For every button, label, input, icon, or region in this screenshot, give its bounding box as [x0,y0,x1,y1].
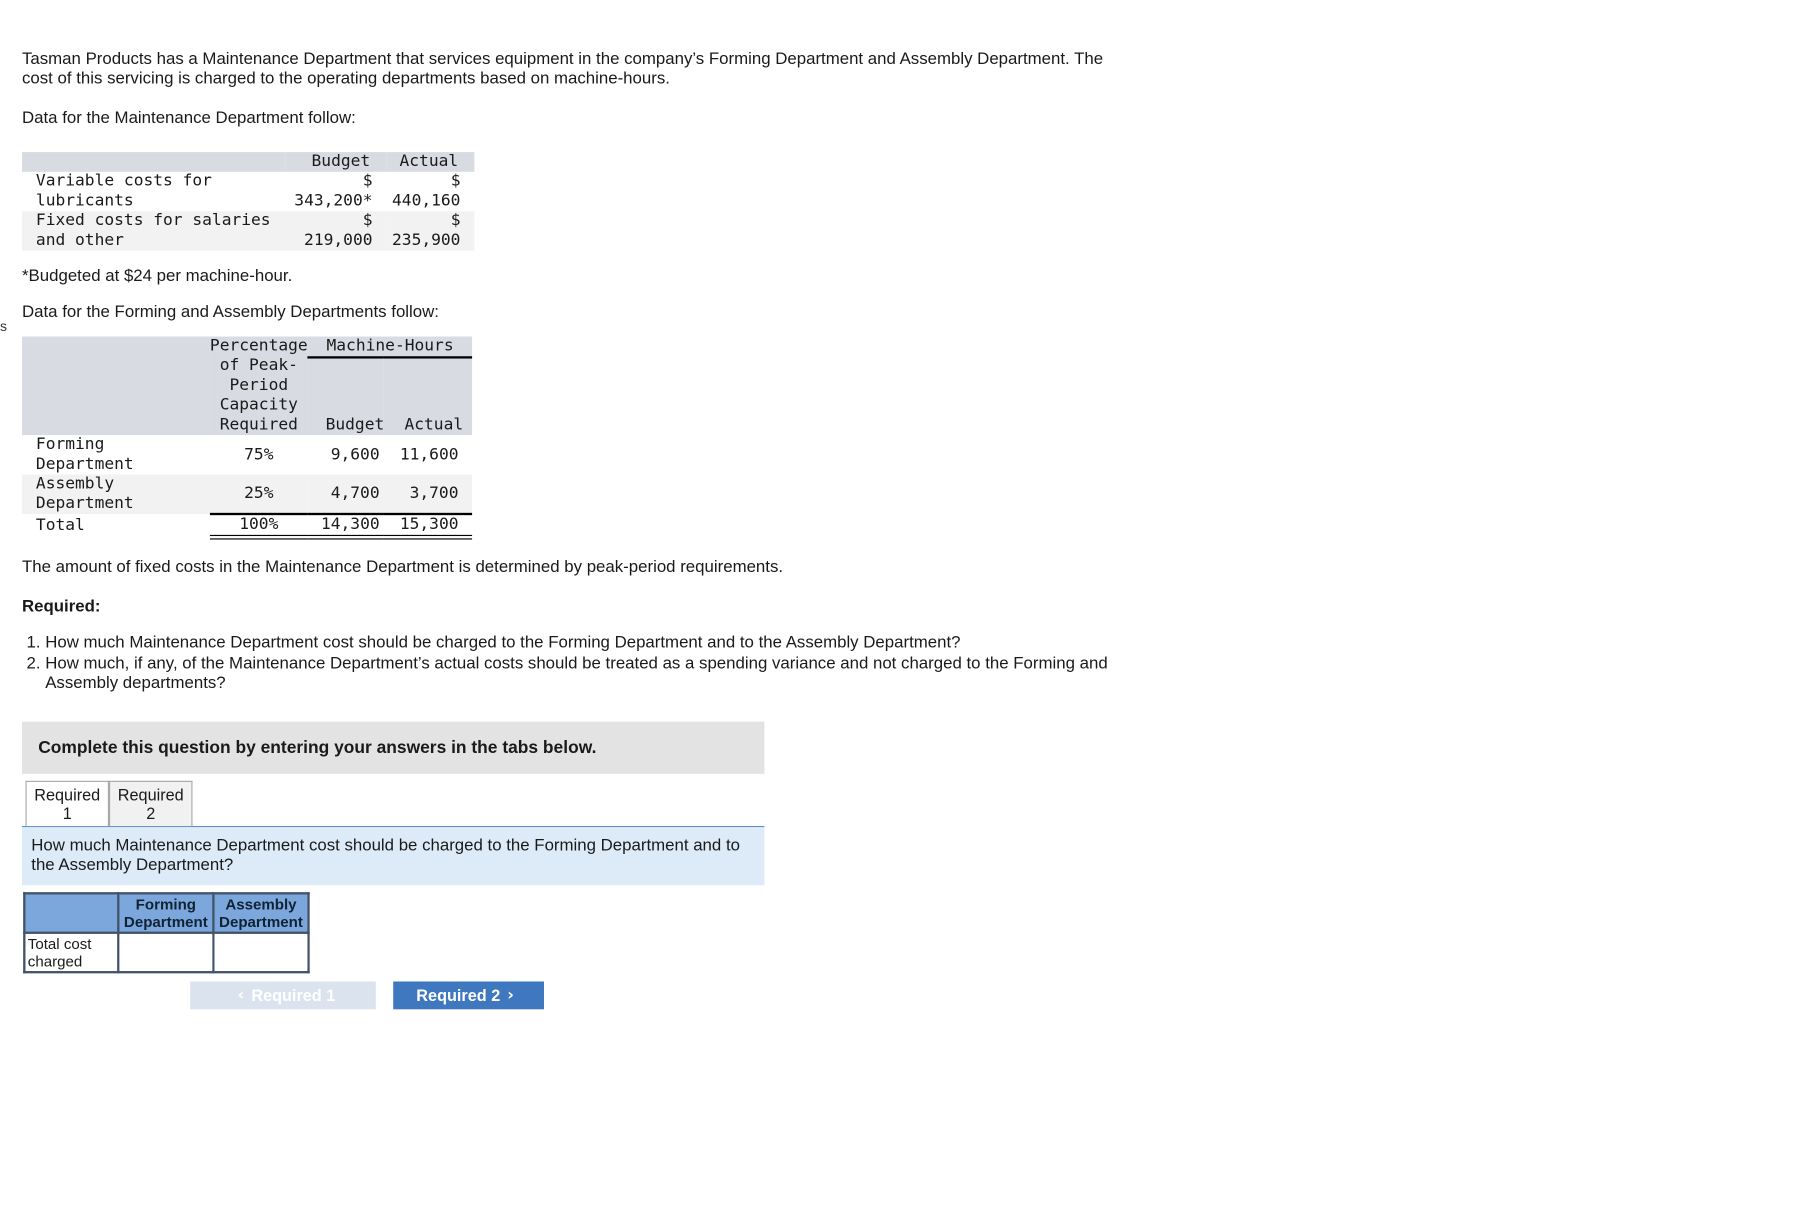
col-actual: Actual [386,152,474,172]
col-forming: Forming Department [118,893,213,932]
budget-value: 14,300 [308,514,385,537]
table-row [22,211,474,250]
next-button[interactable] [393,981,544,1009]
budget-value: $ 343,200* [294,171,373,211]
pct-value: 75% [244,444,274,464]
table-row [22,172,474,211]
required-list [22,633,1136,693]
table-row [22,475,472,514]
chevron-right-icon: › [507,986,514,1005]
col-actual: Actual [384,358,472,435]
row-label: Forming Department [35,435,134,474]
row-label: Variable costs for lubricants [35,171,212,211]
answer-panel [22,722,764,1010]
problem-content [22,50,1136,1009]
department-data-table [22,337,472,540]
actual-value: $ 440,160 [392,171,461,211]
list-item: 1. How much Maintenance Department cost should be charged to the Forming Department and to the Assembly Department? [45,633,1135,653]
chevron-left-icon: ‹ [237,986,245,1005]
answer-table [23,892,310,973]
actual-value: 3,700 [384,475,472,514]
col-budget: Budget [308,358,385,435]
budget-value: $ 219,000 [285,211,387,250]
col-machine-hours: Machine-Hours [308,337,473,358]
maint-intro: Data for the Maintenance Department follow: [22,109,356,128]
col-percentage: Percentage of Peak-Period Capacity Required [209,336,308,434]
actual-value: 15,300 [384,514,472,537]
tab-bar [22,781,764,826]
table-row [24,933,308,972]
col-assembly: Assembly Department [213,893,308,932]
stray-character: s [0,318,7,334]
instruction-bar: Complete this question by entering your answers in the tabs below. [22,722,764,774]
tab-required-2[interactable]: Required 2 [109,781,193,826]
intro-paragraph: Tasman Products has a Maintenance Department that services equipment in the company’s Forming Department and Assembly Department. The cost of this servicing is charged to the operating departments based on machine-hours. [22,50,1104,89]
budget-value: 4,700 [308,475,385,514]
tab-required-1[interactable]: Required 1 [25,781,109,826]
forming-cost-input[interactable] [119,935,212,970]
prev-button[interactable] [190,981,376,1009]
col-budget: Budget [285,152,387,172]
row-label: Total [35,515,85,535]
actual-value: 11,600 [399,444,459,464]
row-label: Total cost charged [24,933,118,972]
question-box: How much Maintenance Department cost should be charged to the Forming Department and to the Assembly Department? [22,827,764,885]
actual-value: $ 235,900 [386,211,474,250]
table-row-total [22,514,472,537]
required-heading: Required: [22,597,101,617]
maintenance-data-table [22,152,474,251]
row-label: Assembly Department [22,475,210,514]
prev-button-label: Required 1 [251,986,336,1005]
pct-value: 25% [210,475,308,514]
budget-value: 9,600 [330,444,380,464]
dept-intro: Data for the Forming and Assembly Departments follow: [22,302,439,322]
footnote: *Budgeted at $24 per machine-hour. [22,266,293,286]
list-item: 2. How much, if any, of the Maintenance Department’s actual costs should be treated as a spending variance and not charged to the Forming and Assembly departments? [45,654,1135,693]
fixed-cost-note: The amount of fixed costs in the Maintenance Department is determined by peak-period requirements. [22,558,784,577]
row-label: Fixed costs for salaries and other [22,211,285,250]
pct-value: 100% [210,514,308,537]
assembly-cost-input[interactable] [215,935,308,970]
next-button-label: Required 2 [416,986,501,1005]
tab-navigation [190,981,764,1009]
table-row [22,435,472,474]
